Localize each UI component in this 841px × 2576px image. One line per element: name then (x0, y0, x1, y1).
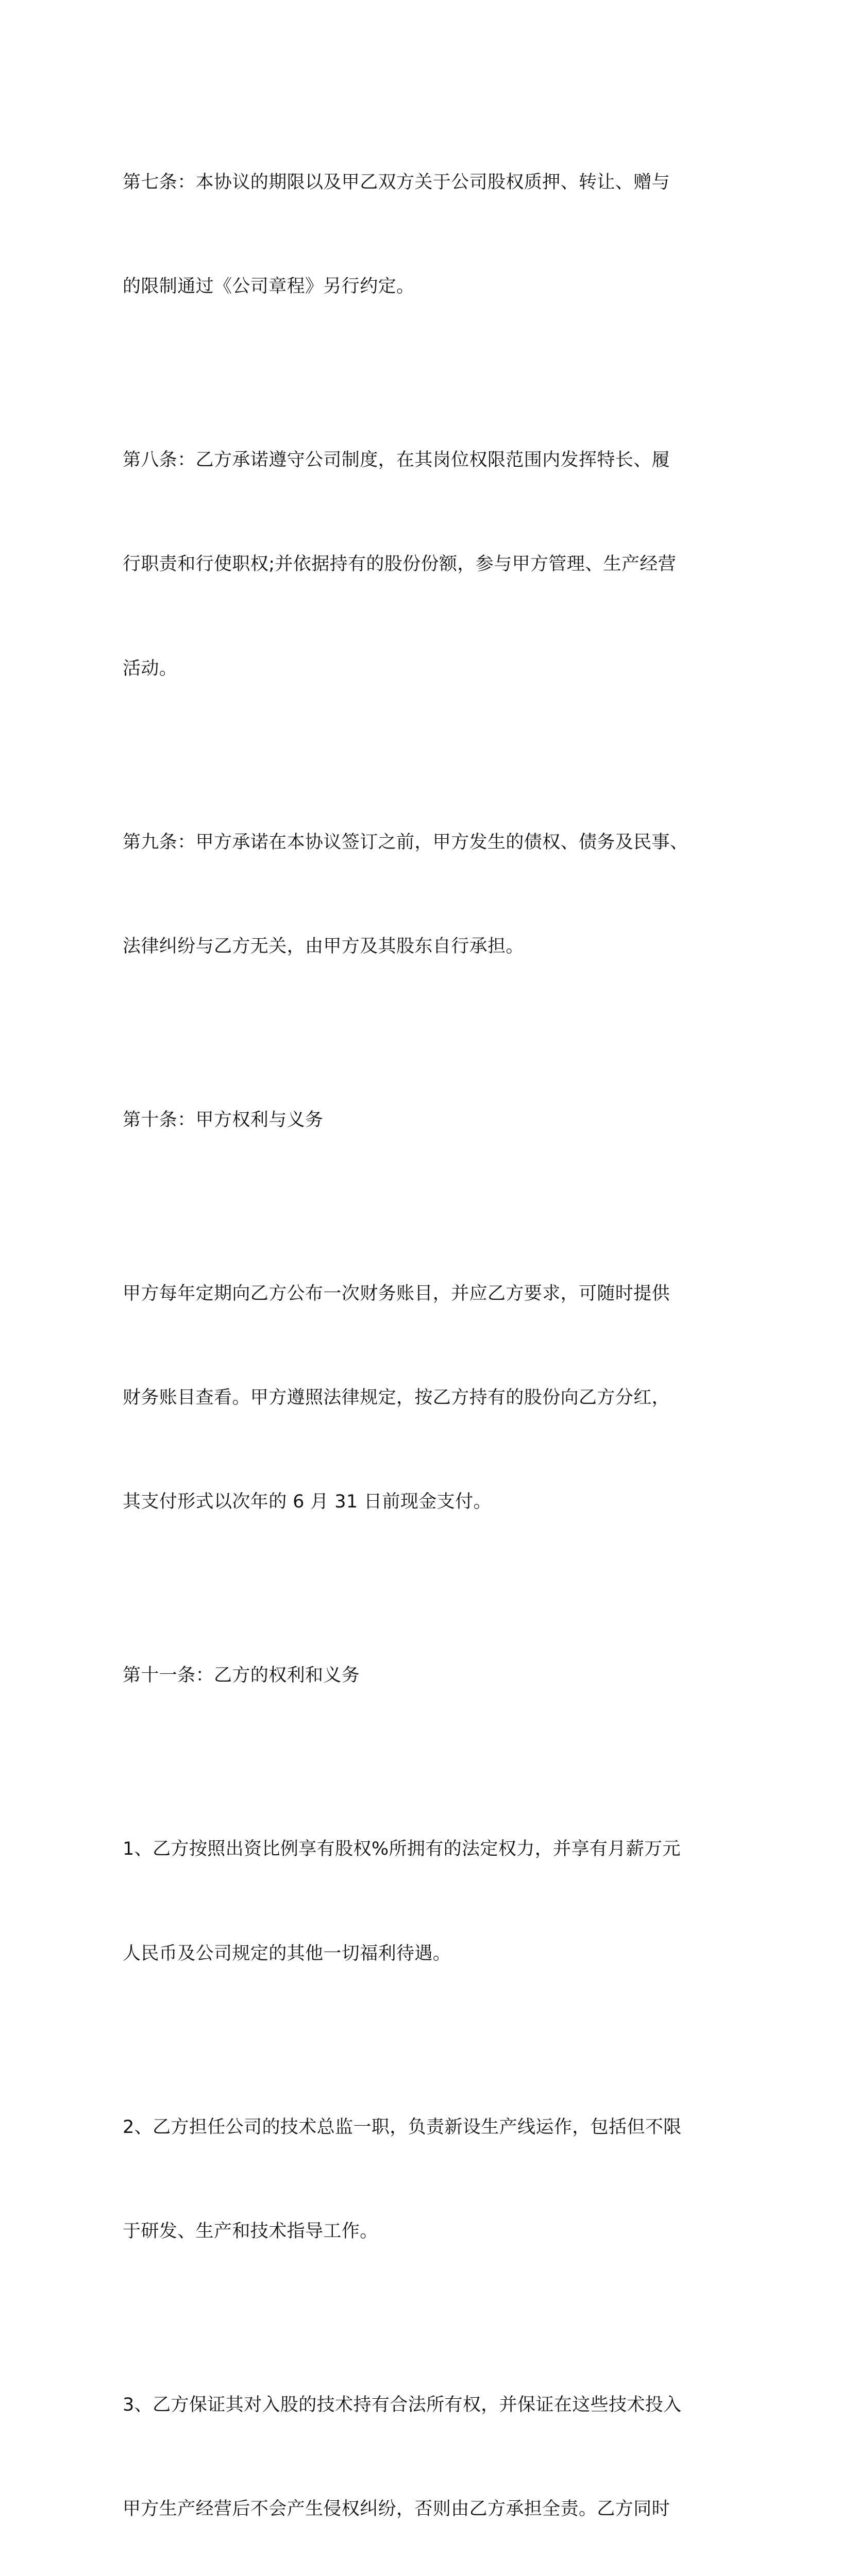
clause-10-body (123, 1207, 720, 1589)
text-line: 活动。 (123, 658, 178, 679)
text-line: 甲方生产经营后不会产生侵权纠纷，否则由乙方承担全责。乙方同时 (123, 2499, 670, 2520)
clause-10-heading (123, 1033, 720, 1207)
text-line: 于研发、生产和技术指导工作。 (123, 2221, 378, 2242)
text-line: 1、乙方按照出资比例享有股权%所拥有的法定权力，并享有月薪万元 (123, 1839, 681, 1860)
text-line: 行职责和行使职权;并依据持有的股份份额，参与甲方管理、生产经营 (123, 554, 677, 575)
text-line: 的限制通过《公司章程》另行约定。 (123, 276, 415, 297)
text-line: 法律纠纷与乙方无关，由甲方及其股东自行承担。 (123, 936, 524, 957)
text-line: 甲方每年定期向乙方公布一次财务账目，并应乙方要求，可随时提供 (123, 1283, 670, 1304)
text-line: 其支付形式以次年的 6 月 31 日前现金支付。 (123, 1492, 492, 1513)
document-body (123, 96, 720, 2576)
clause-11-item-1 (123, 1763, 720, 2041)
clause-11-heading (123, 1589, 720, 1762)
clause-7 (123, 96, 720, 374)
text-line: 第十条：甲方权利与义务 (123, 1109, 324, 1130)
clause-9 (123, 756, 720, 1033)
text-line: 2、乙方担任公司的技术总监一职，负责新设生产线运作，包括但不限 (123, 2116, 682, 2138)
text-line: 人民币及公司规定的其他一切福利待遇。 (123, 1943, 451, 1964)
clause-11-item-3 (123, 2318, 720, 2576)
text-line: 财务账目查看。甲方遵照法律规定，按乙方持有的股份向乙方分红， (123, 1387, 670, 1409)
text-line: 第十一条：乙方的权利和义务 (123, 1665, 360, 1686)
text-line: 第七条：本协议的期限以及甲乙双方关于公司股权质押、转让、赠与 (123, 172, 670, 193)
text-line: 3、乙方保证其对入股的技术持有合法所有权，并保证在这些技术投入 (123, 2394, 682, 2415)
clause-8 (123, 374, 720, 755)
text-line: 第九条：甲方承诺在本协议签订之前，甲方发生的债权、债务及民事、 (123, 832, 688, 853)
clause-11-item-2 (123, 2041, 720, 2318)
text-line: 第八条：乙方承诺遵守公司制度，在其岗位权限范围内发挥特长、履 (123, 450, 670, 471)
